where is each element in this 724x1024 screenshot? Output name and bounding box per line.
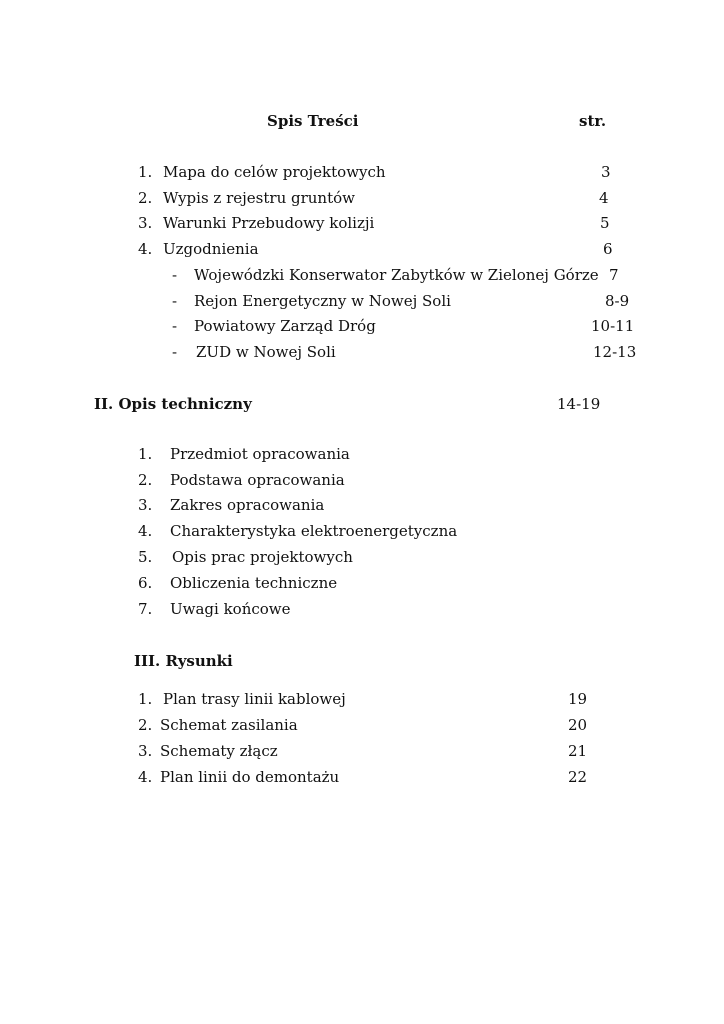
item-label: Charakterystyka elektroenergetyczna xyxy=(170,522,458,540)
item-label: Zakres opracowania xyxy=(170,496,325,514)
sub-item-page: 7 xyxy=(609,266,619,284)
item-number: 1. xyxy=(138,163,153,181)
item-label: Podstawa opracowania xyxy=(170,471,345,489)
section3-heading: III. Rysunki xyxy=(134,652,233,670)
item-number: 3. xyxy=(138,496,153,514)
item-number: 2. xyxy=(138,471,153,489)
item-label: Uwagi końcowe xyxy=(170,600,291,618)
item-label: Uzgodnienia xyxy=(163,240,259,258)
sub-item-page: 12-13 xyxy=(593,343,637,361)
sub-item-label: Powiatowy Zarząd Dróg xyxy=(194,317,376,335)
item-number: 4. xyxy=(138,768,153,786)
item-number: 1. xyxy=(138,445,153,463)
item-page: 4 xyxy=(599,189,609,207)
item-number: 2. xyxy=(138,716,153,734)
item-number: 4. xyxy=(138,240,153,258)
dash-bullet: - xyxy=(172,343,178,361)
toc-title: Spis Treści xyxy=(267,112,359,130)
item-number: 7. xyxy=(138,600,153,618)
dash-bullet: - xyxy=(172,317,178,335)
item-page: 19 xyxy=(568,690,588,708)
sub-item-label: Wojewódzki Konserwator Zabytków w Zielonej Górze xyxy=(194,266,599,284)
item-label: Wypis z rejestru gruntów xyxy=(163,189,355,207)
page-column-header: str. xyxy=(579,112,607,130)
dash-bullet: - xyxy=(172,266,178,284)
item-label: Obliczenia techniczne xyxy=(170,574,338,592)
item-label: Przedmiot opracowania xyxy=(170,445,350,463)
section2-heading: II. Opis techniczny xyxy=(94,395,252,413)
item-page: 6 xyxy=(603,240,613,258)
item-label: Warunki Przebudowy kolizji xyxy=(163,214,375,232)
item-label: Mapa do celów projektowych xyxy=(163,163,386,181)
item-label: Opis prac projektowych xyxy=(172,548,353,566)
sub-item-page: 10-11 xyxy=(591,317,635,335)
item-page: 22 xyxy=(568,768,588,786)
item-page: 20 xyxy=(568,716,588,734)
item-label: Plan trasy linii kablowej xyxy=(163,690,346,708)
item-label: Plan linii do demontażu xyxy=(160,768,340,786)
dash-bullet: - xyxy=(172,292,178,310)
item-number: 1. xyxy=(138,690,153,708)
item-page: 3 xyxy=(601,163,611,181)
item-page: 21 xyxy=(568,742,588,760)
item-number: 5. xyxy=(138,548,153,566)
sub-item-page: 8-9 xyxy=(605,292,630,310)
item-label: Schemat zasilania xyxy=(160,716,298,734)
sub-item-label: ZUD w Nowej Soli xyxy=(196,343,336,361)
item-number: 4. xyxy=(138,522,153,540)
item-label: Schematy złącz xyxy=(160,742,278,760)
section2-page: 14-19 xyxy=(557,395,601,413)
item-number: 6. xyxy=(138,574,153,592)
sub-item-label: Rejon Energetyczny w Nowej Soli xyxy=(194,292,451,310)
item-number: 2. xyxy=(138,189,153,207)
item-page: 5 xyxy=(600,214,610,232)
item-number: 3. xyxy=(138,742,153,760)
item-number: 3. xyxy=(138,214,153,232)
